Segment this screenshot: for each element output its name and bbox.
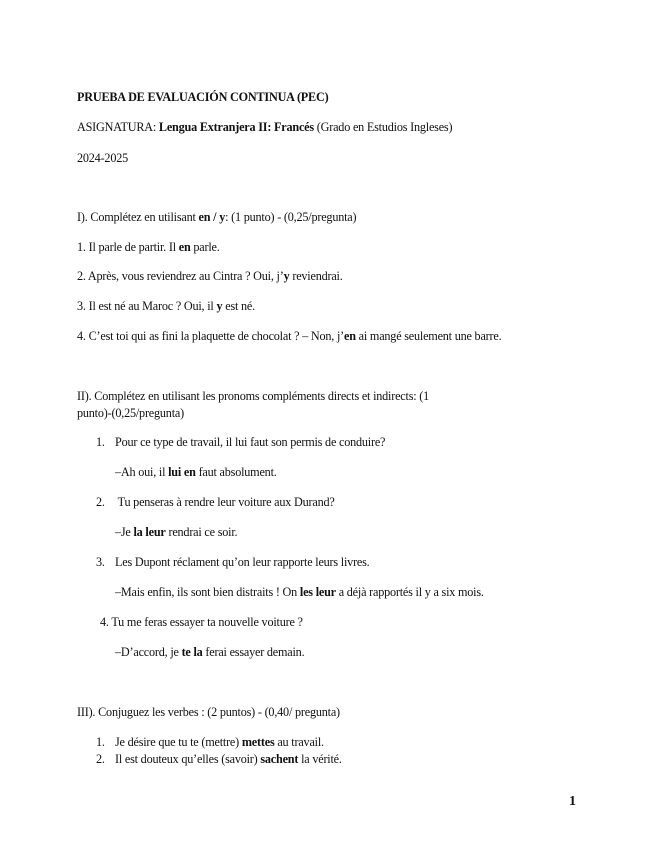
section3-item [96,735,324,750]
item-answer: sachent [260,752,299,766]
item-number: 1. [96,735,105,749]
section2-question [100,615,303,630]
answer-pronouns: lui en [168,465,196,479]
item-text: parle. [190,240,220,254]
section2-question [96,555,370,570]
item-number: 2. [96,495,105,509]
section2-answer [115,645,304,660]
section3-item [96,752,342,767]
item-number: 3. [96,555,105,569]
academic-year: 2024-2025 [77,151,129,165]
item-text: Je désire que tu te (mettre) [115,735,242,749]
section2-answer [115,585,484,600]
section1-item [77,299,255,314]
question-text: 4. Tu me feras essayer ta nouvelle voiture ? [100,615,303,629]
section2-question [96,495,335,510]
answer-pronouns: les leur [299,585,336,599]
item-answer: en [178,240,191,254]
answer-pronouns: te la [181,645,203,659]
item-text: 2. Après, vous reviendrez au Cintra ? Oui, j’ [77,269,284,283]
section2-answer [115,525,237,540]
item-text: 1. Il parle de partir. Il [77,240,179,254]
item-text: ai mangé seulement une barre. [355,329,502,343]
document-title: PRUEBA DE EVALUACIÓN CONTINUA (PEC) [77,90,329,104]
answer-text: –Ah oui, il [115,465,169,479]
section1-item [77,269,343,284]
section1-item [77,240,220,255]
item-text: est né. [222,299,255,313]
item-answer: mettes [241,735,275,749]
section2-question [96,435,385,450]
answer-text: –D’accord, je [115,645,182,659]
answer-text: rendrai ce soir. [165,525,238,539]
question-text: Les Dupont réclament qu’on leur rapporte leurs livres. [115,555,370,569]
item-answer: en [344,329,356,343]
item-answer: y [216,299,223,313]
item-number: 1. [96,435,105,449]
section1-heading-pre: I). Complétez en utilisant [77,210,199,224]
page-number: 1 [569,794,576,809]
item-text: 4. C’est toi qui as fini la plaquette de chocolat ? – Non, j’ [77,329,345,343]
subject-line [77,120,452,135]
answer-pronouns: la leur [133,525,166,539]
section3-heading: III). Conjuguez les verbes : (2 puntos) - (0,40/ pregunta) [77,705,340,719]
item-number: 2. [96,752,105,766]
section1-heading [77,210,356,225]
section2-heading-line1: II). Complétez en utilisant les pronoms compléments directs et indirects: (1 [77,389,430,403]
question-text: Tu penseras à rendre leur voiture aux Durand? [115,495,335,509]
subject-name: Lengua Extranjera II: Francés [158,120,314,134]
item-text: au travail. [274,735,324,749]
answer-text: –Mais enfin, ils sont bien distraits ! On [115,585,300,599]
item-text: la vérité. [298,752,342,766]
subject-label: ASIGNATURA: [77,120,157,134]
section2-answer [115,465,277,480]
section1-heading-bold: en / y [198,210,226,224]
section2-heading-line2: punto)-(0,25/pregunta) [77,406,184,420]
subject-degree: (Grado en Estudios Ingleses) [316,120,453,134]
answer-text: –Je [115,525,134,539]
section1-heading-post: : (1 punto) - (0,25/pregunta) [225,210,357,224]
section1-item [77,329,501,344]
answer-text: ferai essayer demain. [202,645,305,659]
answer-text: faut absolument. [195,465,277,479]
item-text: reviendrai. [289,269,343,283]
item-answer: y [283,269,290,283]
item-text: Il est douteux qu’elles (savoir) [115,752,261,766]
question-text: Pour ce type de travail, il lui faut son permis de conduire? [115,435,386,449]
item-text: 3. Il est né au Maroc ? Oui, il [77,299,217,313]
answer-text: a déjà rapportés il y a six mois. [335,585,484,599]
